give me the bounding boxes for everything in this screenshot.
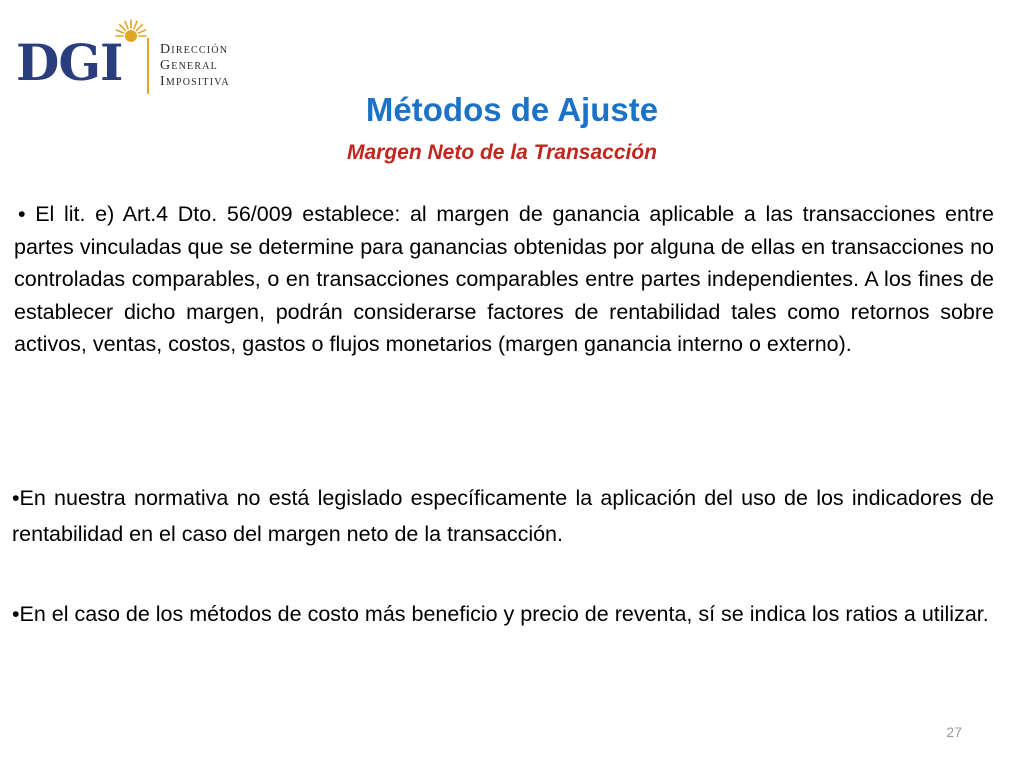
paragraph-text: El lit. e) Art.4 Dto. 56/009 establece: al margen de ganancia aplicable a las transacciones entre partes vinculadas que se determine para ganancias obtenidas por alguna de ellas en transacciones no controladas comparables, o en transacciones comparables entre partes independientes. A los fines de establecer dicho margen, podrán considerarse factores de rentabilidad tales como retornos sobre activos, ventas, costos, gastos o flujos monetarios (margen ganancia interno o externo). (14, 202, 994, 357)
page-subtitle: Margen Neto de la Transacción (346, 141, 658, 164)
logo-wordmark (160, 42, 230, 90)
dgi-logo (14, 18, 244, 92)
page-title: Métodos de Ajuste (365, 91, 659, 128)
page-number: 27 (946, 724, 962, 740)
bullet-marker: • (12, 602, 20, 626)
paragraph-article (14, 198, 994, 361)
bullet-marker: • (12, 486, 20, 510)
paragraph-text: En nuestra normativa no está legislado específicamente la aplicación del uso de los indicadores de rentabilidad en el caso del margen neto de la transacción. (12, 486, 994, 546)
paragraph-normativa (12, 480, 994, 552)
logo-letters: DGI (16, 33, 123, 92)
paragraph-metodos (12, 596, 994, 632)
logo-divider (147, 38, 149, 94)
logo-line-2: General (160, 58, 218, 73)
paragraph-text: En el caso de los métodos de costo más beneficio y precio de reventa, sí se indica los ratios a utilizar. (19, 602, 989, 626)
logo-line-3: Impositiva (160, 74, 230, 89)
bullet-marker: • (18, 202, 26, 226)
logo-line-1: Dirección (160, 42, 229, 57)
